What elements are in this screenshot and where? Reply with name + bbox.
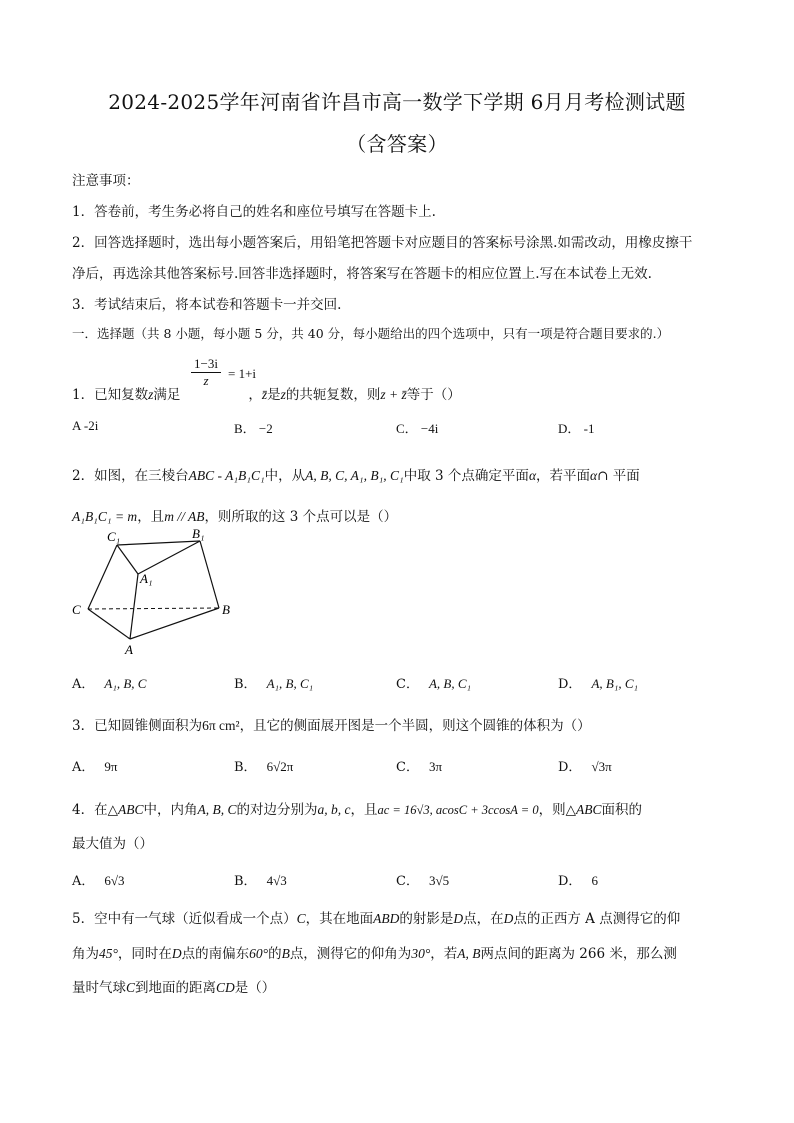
option-label: B． <box>234 874 257 889</box>
q1-option-a: A -2i <box>72 418 99 433</box>
q5-text: 点的正西方 A 点测得它的仰 <box>513 911 681 927</box>
q4-option-a <box>72 870 125 889</box>
frustum-figure <box>64 528 244 658</box>
edge-c1-a1 <box>117 545 138 574</box>
edge-b1-b <box>200 541 219 608</box>
q5-var: A, B <box>457 946 481 961</box>
q1-var: z <box>148 387 154 402</box>
q4-text: ，则 <box>538 802 566 818</box>
q5-var: CD <box>216 980 235 995</box>
q3-option-b <box>234 756 293 775</box>
option-label: B． <box>234 760 257 775</box>
label-a1: A₁ <box>140 571 153 586</box>
q1-fraction-rhs: = 1+i <box>228 366 257 381</box>
q1-text: 的共轭复数，则 <box>285 387 381 403</box>
q1-text: 等于（） <box>406 387 461 403</box>
q1-text: ， <box>248 387 262 403</box>
q5-text: 是（） <box>234 980 276 996</box>
q3-text: ，且它的侧面展开图是一个半圆，则这个圆锥的体积为（） <box>239 718 591 734</box>
q1-expr: z + z̄ <box>380 387 407 402</box>
q2-text: ∩ 平面 <box>597 468 640 484</box>
q2-option-b <box>234 673 313 692</box>
question-2-stem <box>72 464 640 484</box>
option-value: 4√3 <box>266 873 287 888</box>
q5-var: D <box>171 946 182 961</box>
q1-option-b: B． −2 <box>234 421 273 436</box>
question-5-stem-line3 <box>72 976 275 996</box>
q1-option-d: D． -1 <box>558 421 595 436</box>
q4-sides: a, b, c <box>317 802 351 817</box>
question-5-stem <box>72 907 680 927</box>
option-value: 3√5 <box>428 873 450 888</box>
q5-text: 点，测得它的仰角为 <box>289 946 412 962</box>
option-label: C． <box>396 760 419 775</box>
q2-text: ，则所取的这 3 个点可以是（） <box>204 509 398 525</box>
q3-text: 3．已知圆锥侧面积为 <box>72 718 203 734</box>
q2-option-c <box>396 673 471 692</box>
q2-plane: A₁B₁C₁ = m <box>72 509 138 524</box>
q4-triangle: △ABC <box>565 802 602 817</box>
notice-item: 净后，再选涂其他答案标号.回答非选择题时，将答案写在答题卡的相应位置上.写在本试卷上无效. <box>72 266 652 282</box>
q5-var: 30° <box>411 946 431 961</box>
q5-var: C <box>126 980 136 995</box>
notice-item: 1．答卷前，考生务必将自己的姓名和座位号填写在答题卡上. <box>72 204 436 220</box>
option-label: D． <box>558 677 582 692</box>
option-value: 9π <box>104 759 118 774</box>
q4-text: 中，内角 <box>143 802 198 818</box>
notice-item: 3．考试结束后，将本试卷和答题卡一并交回. <box>72 297 342 313</box>
q5-text: ，其在地面 <box>305 911 374 927</box>
q4-condition: ac = 16√3, acosC + 3ccosA = 0 <box>377 803 539 817</box>
q1-fraction-denominator: z <box>203 373 209 388</box>
q5-text: 角为 <box>72 946 99 962</box>
q5-var: 45° <box>99 946 118 961</box>
q5-var: B <box>281 946 290 961</box>
section-heading: 一．选择题（共 8 小题，每小题 5 分，共 40 分，每小题给出的四个选项中，只有一项是符合题目要求的.） <box>72 326 670 341</box>
option-label: A． <box>72 874 95 889</box>
question-1-stem <box>72 383 461 403</box>
option-label: A． <box>72 677 95 692</box>
option-value: 6√2π <box>266 759 294 774</box>
question-4-stem <box>72 798 642 818</box>
q5-text: ，同时在 <box>117 946 172 962</box>
q2-text: 中，从 <box>264 468 306 484</box>
q5-var: D <box>503 911 514 926</box>
edge-c1-b1 <box>117 541 200 545</box>
q5-text: 量时气球 <box>72 980 126 996</box>
q5-text: 的 <box>268 946 282 962</box>
edge-a1-b1 <box>138 541 200 574</box>
q3-option-c <box>396 756 442 775</box>
option-value: A₁, B, C <box>104 676 147 691</box>
q2-text: 中取 3 个点确定平面 <box>403 468 529 484</box>
q5-text: 点的南偏东 <box>181 946 250 962</box>
q3-option-a <box>72 756 117 775</box>
edge-c-a <box>88 609 130 639</box>
q1-text: 是 <box>267 387 281 403</box>
q2-option-d <box>558 673 638 692</box>
option-value: 6√3 <box>104 873 125 888</box>
question-3-stem <box>72 714 591 734</box>
q4-triangle: △ABC <box>107 802 144 817</box>
q5-var: C <box>296 911 306 926</box>
option-value: A₁, B, C₁ <box>266 676 314 691</box>
q1-var: z <box>280 387 286 402</box>
q2-text: ，若平面 <box>536 468 591 484</box>
option-label: A． <box>72 760 95 775</box>
q5-var: D <box>453 911 464 926</box>
q5-text: 两点间的距离为 266 米，那么测 <box>480 946 677 962</box>
q5-text: ，若 <box>430 946 458 962</box>
q1-text: 满足 <box>153 387 181 403</box>
q2-text: ，且 <box>137 509 165 525</box>
q5-text: 到地面的距离 <box>135 980 217 996</box>
label-c: C <box>72 602 81 617</box>
option-value: 6 <box>591 873 598 888</box>
q4-option-b <box>234 870 287 889</box>
q2-points: A, B, C, A₁, B₁, C₁ <box>305 468 404 483</box>
edge-c-b-hidden <box>88 608 219 609</box>
q5-var: 60° <box>249 946 269 961</box>
question-5-stem-line2 <box>72 942 677 962</box>
q5-text: 的射影是 <box>399 911 454 927</box>
option-label: D． <box>558 760 582 775</box>
q1-fraction-numerator: 1−3i <box>191 356 221 373</box>
q4-text: ，且 <box>350 802 378 818</box>
q2-alpha: α <box>528 468 537 483</box>
q5-text: 点，在 <box>463 911 504 927</box>
option-value: √3π <box>591 759 612 774</box>
edge-a-b <box>130 608 219 639</box>
question-2-stem-line2 <box>72 505 397 525</box>
question-4-stem-line2: 最大值为（） <box>72 836 153 852</box>
option-value: A, B, C₁ <box>428 676 472 691</box>
q4-option-c <box>396 870 449 889</box>
q4-text: 4．在 <box>72 802 108 818</box>
label-a: A <box>125 642 133 657</box>
option-value: A, B₁, C₁ <box>591 676 639 691</box>
page-title: 2024-2025学年河南省许昌市高一数学下学期 6月月考检测试题 <box>108 90 686 114</box>
notice-heading: 注意事项： <box>72 173 140 189</box>
option-label: B． <box>234 677 257 692</box>
q3-area: 6π cm² <box>202 718 240 733</box>
q1-option-c: C． −4i <box>396 421 439 436</box>
q4-text: 的对边分别为 <box>236 802 318 818</box>
q2-frustum: ABC - A₁B₁C₁ <box>188 468 265 483</box>
q2-parallel: m // AB <box>164 509 205 524</box>
q3-option-d <box>558 756 612 775</box>
q5-var: ABD <box>373 911 400 926</box>
notice-item: 2．回答选择题时，选出每小题答案后，用铅笔把答题卡对应题目的答案标号涂黑.如需改动，用橡皮擦干 <box>72 235 693 251</box>
q1-text: 1．已知复数 <box>72 387 149 403</box>
q4-option-d <box>558 870 598 889</box>
option-label: D． <box>558 874 582 889</box>
q2-option-a <box>72 673 146 692</box>
q1-var: z̄ <box>261 387 268 402</box>
q5-text: 5．空中有一气球（近似看成一个点） <box>72 911 297 927</box>
label-b: B <box>222 602 230 617</box>
q4-angles: A, B, C <box>197 802 237 817</box>
label-b1: B₁ <box>192 528 205 541</box>
edge-a1-a <box>130 574 138 639</box>
option-label: C． <box>396 677 419 692</box>
page-subtitle: （含答案） <box>346 132 448 156</box>
edge-c1-c <box>88 545 117 609</box>
label-c1: C₁ <box>107 529 121 544</box>
q4-text: 面积的 <box>601 802 642 818</box>
option-value: 3π <box>428 759 443 774</box>
q2-text: 2．如图，在三棱台 <box>72 468 189 484</box>
option-label: C． <box>396 874 419 889</box>
q2-alpha: α <box>590 468 598 483</box>
